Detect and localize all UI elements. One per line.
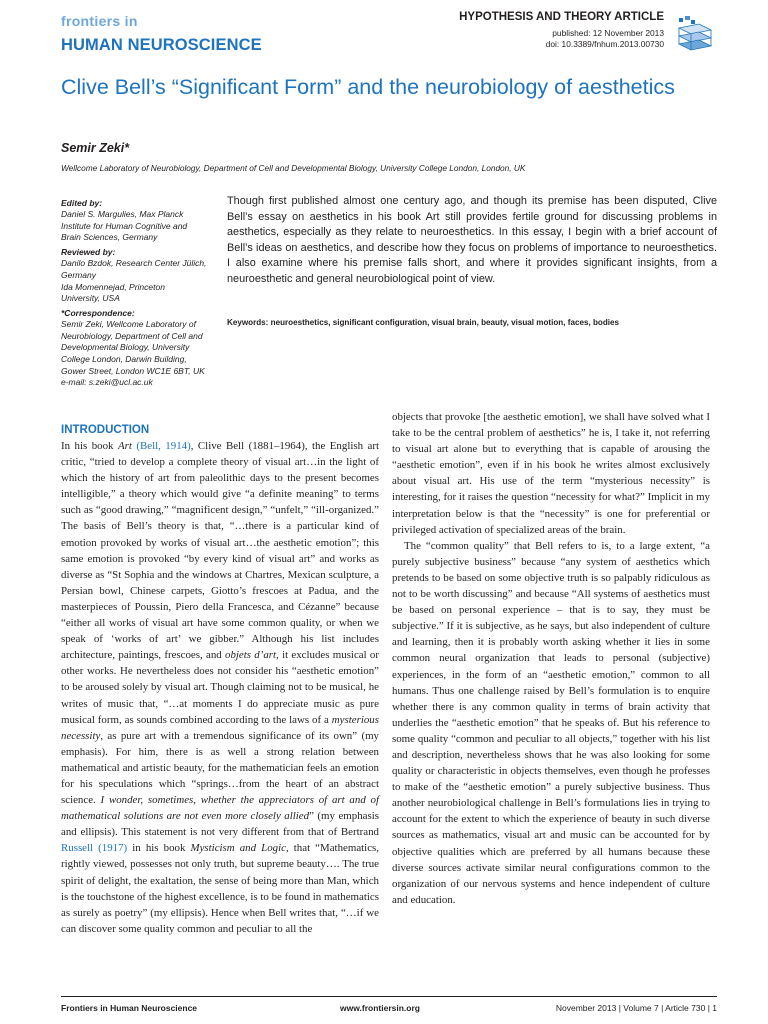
journal-logo-line1: frontiers in bbox=[61, 13, 138, 29]
paragraph: In his book Art (Bell, 1914), Clive Bell (1881–1964), the English art critic, “tried to develop a complete theory of visual art…in the light of which the history of art from paleolithic days to the present becomes intelligible,” a theory which would give “a definite meaning” to terms such as “good drawing,” “magnificent design,” “unfelt,” “ill-organized.” The basis of Bell’s theory is that, “…there is a particular kind of emotion provoked by works of visual art…the aesthetic emotion”; this same emotion is provoked “by every kind of visual art” and works as diverse as “St Sophia and the windows at Chartres, Mexican sculpture, a Persian bowl, Chinese carpets, Giotto’s frescoes at Padua, and the masterpieces of Poussin, Piero della Francesca, and Cézanne” because “either all works of visual art have some common quality, or when we speak of ‘works of art’ we gibber.” Although his list includes architecture, paintings, frescoes, and objets d’art, it excludes musical or other works. He nevertheless does not consider his “aesthetic emotion” to be aroused solely by visual art. Though claiming not to be musical, he writes of music that, “…at moments I do appreciate music as pure musical form, as sounds combined according to the laws of a mysterious necessity, as pure art with a tremendous significance of its own” (my emphasis). For him, there is as well a strong relation between mathematical and artistic beauty, for the mathematician feels an emotion for his speculations which “springs…from the heart of an abstract science. I wonder, sometimes, whether the appreciators of art and of mathematical solutions are not even more closely allied” (my emphasis and ellipsis). This statement is not very different from that of Bertrand Russell (1917) in his book Mysticism and Logic, that “Mathematics, rightly viewed, possesses not only truth, but supreme beauty…. The true spirit of delight, the exaltation, the sense of being more than Man, which is the touchstone of the highest excellence, is to be found in mathematics as surely as poetry” (my ellipsis). Hence when Bell writes that, “…if we can discover some quality common and peculiar to all the bbox=[61, 440, 379, 935]
author: Semir Zeki* bbox=[61, 141, 130, 155]
paragraph: The “common quality” that Bell refers to is, to a large extent, “a purely subjective business” because “any system of aesthetics which pretends to be based on some objective truth is so palpably ridiculous as not to be worth discussing” and because “All systems of aesthetics must be based on personal experience – that is to say, they must be subjective.” If it is subjective, as he says, but also independent of culture and learning, then it is probably worth asking whether it lies in some common neural organization that leads to personal (subjective) experiences, in the form of an “aesthetic emotion,” common to all humans. Thus one challenge raised by Bell’s formulation is to enquire whether there is any common quality in terms of brain activity that underlies the “aesthetic emotion” that he speaks of. But his reference to some quality “common and peculiar to all objects,” together with his list and description, nevertheless shows that he was also looking for some quality or characteristic in objects themselves, even though he professes to make of the “aesthetic emotion” a purely subjective business. Thus another neurobiological challenge in Bell’s formulations lies in trying to account for the extent to which the experience of beauty in such diverse sources as mathematics, visual art and music can be accounted for by objective qualities which are preferred by all humans because these diverse sources activate similar neural configurations common to the organization of our nervous systems and hence independent of culture and education. bbox=[392, 539, 710, 906]
reviewer-line: Danilo Bzdok, Research Center Jülich, bbox=[61, 258, 207, 269]
footer-divider bbox=[61, 996, 717, 997]
correspondence-line: Gower Street, London WC1E 6BT, UK bbox=[61, 365, 205, 376]
footer-issue: November 2013 | Volume 7 | Article 730 | 1 bbox=[555, 1003, 717, 1013]
article-title: Clive Bell’s “Significant Form” and the neurobiology of aesthetics bbox=[61, 75, 675, 99]
citation-link[interactable]: Russell (1917) bbox=[61, 842, 128, 855]
correspondence-heading: *Correspondence: bbox=[61, 307, 135, 318]
correspondence-line: Developmental Biology, University bbox=[61, 342, 190, 353]
affiliation: Wellcome Laboratory of Neurobiology, Department of Cell and Developmental Biology, University College London, London, UK bbox=[61, 163, 526, 173]
reviewer-line: University, USA bbox=[61, 293, 120, 304]
edited-by-heading: Edited by: bbox=[61, 198, 103, 208]
abstract: Though first published almost one century ago, and though its premise has been disputed, Clive Bell’s essay on aesthetics in his book Art still provides fertile ground for discussing problems in aesthetics, especially as they relate to neuroesthetics. In this essay, I begin with a brief account of Bell’s ideas on aesthetics, and describe how they focus on problems of importance to neuroesthetics. I also examine where his premise falls short, and where it provides significant insights, from a neuroesthetic and general neurobiological point of view. bbox=[227, 195, 717, 285]
doi: doi: 10.3389/fnhum.2013.00730 bbox=[545, 39, 664, 49]
editor-line: Brain Sciences, Germany bbox=[61, 232, 158, 243]
reviewer-line: Germany bbox=[61, 269, 96, 280]
body-column-right bbox=[392, 409, 710, 908]
body-column-left bbox=[61, 438, 379, 937]
keywords: Keywords: neuroesthetics, significant configuration, visual brain, beauty, visual motion, faces, bodies bbox=[227, 318, 620, 327]
reviewed-by-heading: Reviewed by: bbox=[61, 247, 116, 258]
email-link[interactable]: e-mail: s.zeki@ucl.ac.uk bbox=[61, 377, 153, 388]
paragraph: objects that provoke [the aesthetic emotion], we shall have solved what I take to be the central problem of aesthetics” he is, I take it, not referring to visual art alone but to everything that is capable of arousing the “aesthetic emotion”, even if in his book he writes almost exclusively about visual art. His use of the term “mysterious necessity” is interesting, for it raises the question “necessity for what?” Implicit in my interpretation below is that the “necessity” is one for preferential or privileged activation of specialized areas of the brain. bbox=[392, 411, 710, 536]
footer-website-link[interactable]: www.frontiersin.org bbox=[340, 1003, 420, 1013]
journal-stack-icon bbox=[673, 14, 717, 58]
article-info-sidebar bbox=[61, 198, 221, 389]
footer-journal: Frontiers in Human Neuroscience bbox=[61, 1003, 198, 1013]
correspondence-line: College London, Darwin Building, bbox=[61, 354, 187, 365]
section-heading-introduction: INTRODUCTION bbox=[61, 424, 150, 436]
correspondence-line: Neurobiology, Department of Cell and bbox=[61, 330, 203, 341]
correspondence-line: Semir Zeki, Wellcome Laboratory of bbox=[61, 318, 196, 329]
editor-line: Institute for Human Cognitive and bbox=[61, 220, 188, 231]
reviewer-line: Ida Momennejad, Princeton bbox=[61, 281, 165, 292]
journal-logo-line2: HUMAN NEUROSCIENCE bbox=[61, 36, 262, 54]
editor-line: Daniel S. Margulies, Max Planck bbox=[61, 209, 184, 219]
published-date: published: 12 November 2013 bbox=[552, 28, 664, 38]
article-type: HYPOTHESIS AND THEORY ARTICLE bbox=[459, 11, 664, 23]
citation-link[interactable]: (Bell, 1914) bbox=[136, 440, 191, 452]
